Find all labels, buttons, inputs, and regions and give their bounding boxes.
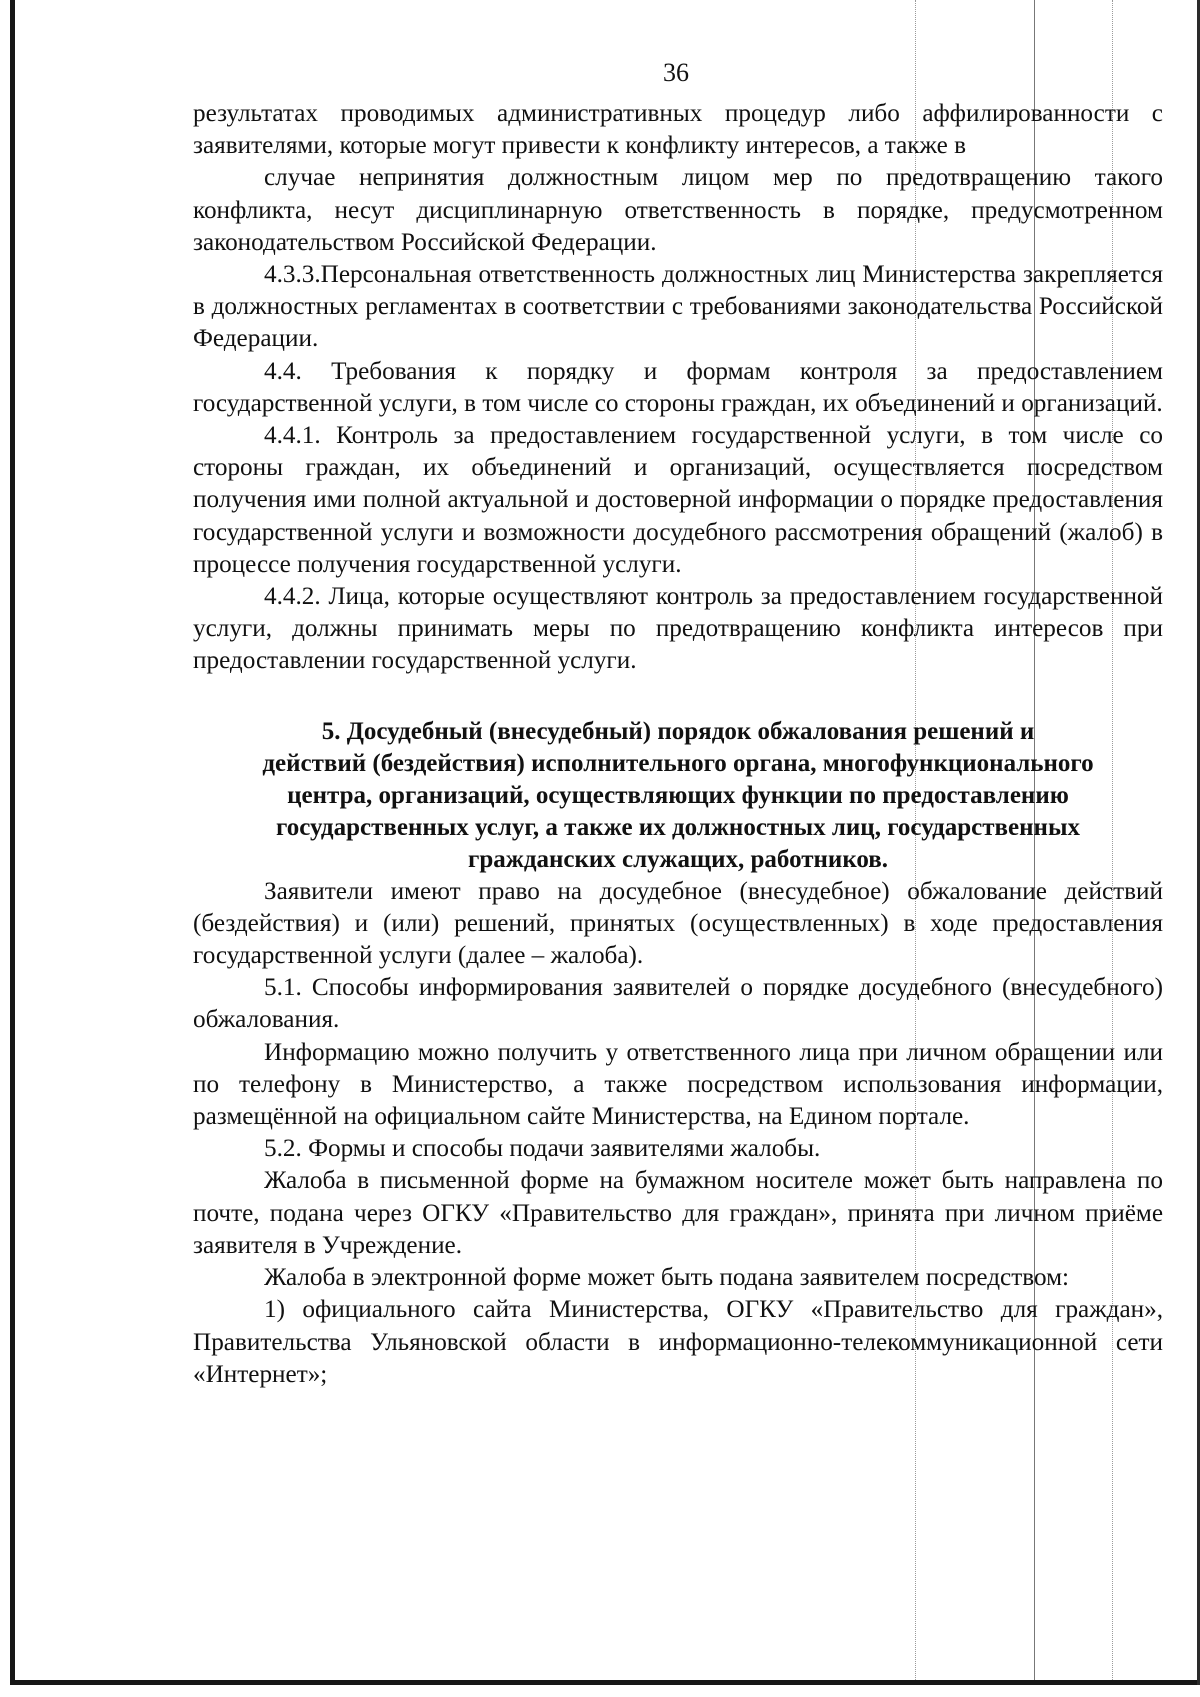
page-frame-left-border <box>10 0 15 1685</box>
heading-line: государственных услуг, а также их должностных лиц, государственных <box>276 813 1080 841</box>
heading-line: действий (бездействия) исполнительного органа, многофункционального <box>262 749 1094 777</box>
paragraph-4-4-2: 4.4.2. Лица, которые осуществляют контроль за предоставлением государственной услуги, должны принимать меры по предотвращению конфликта интересов при предоставлении государственной услуги. <box>193 583 1163 675</box>
paragraph: Жалоба в письменной форме на бумажном носителе может быть направлена по почте, подана через ОГКУ «Правительство для граждан», принята при личном приёме заявителя в Учреждение. <box>193 1167 1163 1259</box>
paragraph-4-4-1: 4.4.1. Контроль за предоставлением государственной услуги, в том числе со стороны граждан, их объединений и организаций, осуществляется посредством получения ими полной актуальной и достоверной информации о порядке предоставления государственной услуги и возможности досудебного рассмотрения обращений (жалоб) в процессе получения государственной услуги. <box>193 422 1163 578</box>
paragraph: случае непринятия должностным лицом мер по предотвращению такого конфликта, несут дисциплинарную ответственность в порядке, предусмотренном законодательством Российской Федерации. <box>193 164 1163 256</box>
heading-line: гражданских служащих, работников. <box>467 845 889 873</box>
paragraph-5-1: 5.1. Способы информирования заявителей о порядке досудебного (внесудебного) обжалования. <box>193 974 1163 1034</box>
paragraph: результатах проводимых административных процедур либо аффилированности с заявителями, которые могут привести к конфликту интересов, а также в <box>193 100 1163 160</box>
paragraph: Заявители имеют право на досудебное (внесудебное) обжалование действий (бездействия) и (или) решений, принятых (осуществленных) в ходе предоставления государственной услуги (далее – жалоба). <box>193 877 1163 970</box>
paragraphs-top <box>193 98 1163 678</box>
heading-line: центра, организаций, осуществляющих функции по предоставлению <box>287 781 1069 809</box>
section-5-heading <box>193 716 1163 876</box>
document-body <box>193 98 1163 1391</box>
paragraph-5-2: 5.2. Формы и способы подачи заявителями жалобы. <box>264 1135 821 1163</box>
page-number: 36 <box>663 58 689 87</box>
paragraph: Жалоба в электронной форме может быть подана заявителем посредством: <box>264 1264 1070 1292</box>
heading-line: 5. Досудебный (внесудебный) порядок обжалования решений и <box>321 717 1035 745</box>
paragraphs-bottom <box>193 876 1163 1391</box>
paragraph-4-4: 4.4. Требования к порядку и формам контроля за предоставлением государственной услуги, в том числе со стороны граждан, их объединений и организаций. <box>193 357 1163 417</box>
paragraph-4-3-3: 4.3.3.Персональная ответственность должностных лиц Министерства закрепляется в должностных регламентах в соответствии с требованиями законодательства Российской Федерации. <box>193 261 1163 353</box>
page-frame-bottom-border <box>10 1680 1200 1685</box>
list-item-1: 1) официального сайта Министерства, ОГКУ «Правительство для граждан», Правительства Ульяновской области в информационно-телекоммуникационной сети «Интернет»; <box>193 1296 1163 1388</box>
paragraph: Информацию можно получить у ответственного лица при личном обращении или по телефону в Министерство, а также посредством использования информации, размещённой на официальном сайте Министерства, на Едином портале. <box>193 1038 1163 1131</box>
